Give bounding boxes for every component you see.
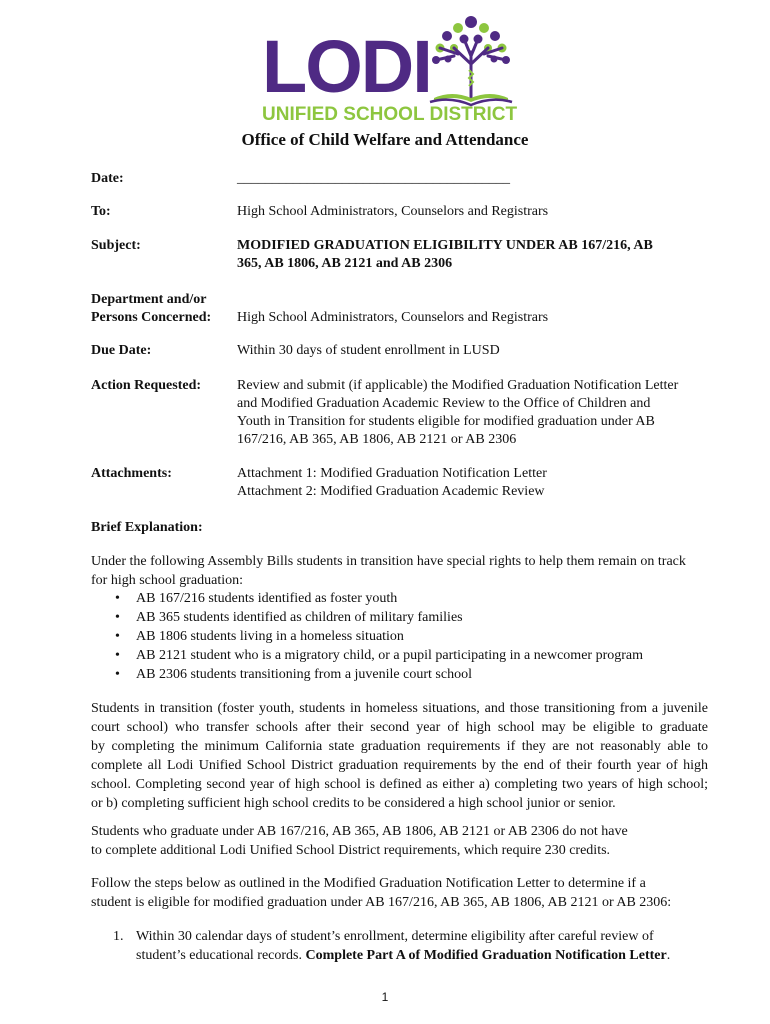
list-item-text: AB 1806 students living in a homeless situation — [136, 629, 404, 644]
step-plain-text: student’s educational records. — [136, 948, 306, 963]
assembly-bill-list — [115, 589, 695, 684]
list-item-text: AB 365 students identified as children of military families — [136, 610, 463, 625]
bullet-icon: • — [115, 667, 120, 682]
bullet-icon: • — [115, 629, 120, 644]
attachment-item: Attachment 2: Modified Graduation Academic Review — [237, 484, 545, 499]
subject-line: MODIFIED GRADUATION ELIGIBILITY UNDER AB 167/216, AB — [237, 238, 653, 253]
step-end-text: . — [666, 948, 671, 963]
action-line: Youth in Transition for students eligible for modified graduation under AB — [237, 414, 655, 429]
department-label-line: Persons Concerned: — [91, 310, 212, 325]
document-title: Office of Child Welfare and Attendance — [241, 130, 529, 149]
department-label — [91, 291, 211, 327]
action-line: 167/216, AB 365, AB 1806, AB 2121 or AB 2306 — [237, 432, 517, 447]
list-item-text: AB 167/216 students identified as foster youth — [136, 591, 398, 606]
paragraph-line: court school) who transfer schools after their second year of high school may be eligible to graduate — [91, 720, 708, 735]
attachment-item: Attachment 1: Modified Graduation Notification Letter — [237, 466, 547, 481]
attachments-label: Attachments: — [91, 466, 172, 481]
subject-value — [237, 237, 687, 273]
list-item — [115, 589, 695, 608]
paragraph-line: Students in transition (foster youth, students in homeless situations, and those transitioning from a juvenile — [91, 701, 708, 716]
department-value: High School Administrators, Counselors and Registrars — [237, 310, 549, 325]
due-date-value: Within 30 days of student enrollment in LUSD — [237, 343, 500, 358]
page-number: 1 — [381, 990, 389, 1004]
logo-wordmark: LODI — [262, 25, 431, 108]
action-requested-value — [237, 377, 687, 449]
step-text — [136, 927, 713, 965]
step-number: 1. — [113, 929, 124, 944]
intro-paragraph — [91, 552, 708, 590]
paragraph-line: or b) completing sufficient high school credits to be considered a high school junior or senior. — [91, 796, 616, 811]
tree-book-icon — [428, 12, 514, 108]
brief-explanation-heading: Brief Explanation: — [91, 520, 203, 535]
action-line: and Modified Graduation Academic Review to the Office of Children and — [237, 396, 651, 411]
action-line: Review and submit (if applicable) the Modified Graduation Notification Letter — [237, 378, 679, 393]
paragraph-line: for high school graduation: — [91, 573, 244, 588]
list-item-text: AB 2121 student who is a migratory child, or a pupil participating in a newcomer program — [136, 648, 643, 663]
subject-line: 365, AB 1806, AB 2121 and AB 2306 — [237, 256, 453, 271]
subject-label: Subject: — [91, 238, 141, 253]
step-line: Within 30 calendar days of student’s enrollment, determine eligibility after careful review of — [136, 929, 654, 944]
department-label-line: Department and/or — [91, 292, 207, 307]
step-line — [136, 946, 713, 965]
action-requested-label: Action Requested: — [91, 378, 202, 393]
attachments-list — [237, 465, 687, 501]
list-item-text: AB 2306 students transitioning from a juvenile court school — [136, 667, 472, 682]
list-item — [115, 608, 695, 627]
bullet-icon: • — [115, 610, 120, 625]
step-1 — [113, 927, 713, 965]
logo-subtitle: UNIFIED SCHOOL DISTRICT — [262, 104, 518, 125]
list-item — [115, 627, 695, 646]
requirements-paragraph — [91, 822, 708, 860]
bullet-icon: • — [115, 591, 120, 606]
eligibility-paragraph — [91, 699, 708, 813]
date-blank-line: _______________________________________ — [237, 171, 510, 186]
paragraph-line: Students who graduate under AB 167/216, AB 365, AB 1806, AB 2121 or AB 2306 do not have — [91, 824, 628, 839]
step-bold-text: Complete Part A of Modified Graduation Notification Letter — [305, 948, 667, 963]
steps-intro-paragraph — [91, 874, 708, 912]
list-item — [115, 665, 695, 684]
paragraph-line: complete all Lodi Unified School District graduation requirements by the end of their fourth year of high — [91, 758, 708, 773]
bullet-icon: • — [115, 648, 120, 663]
list-item — [115, 646, 695, 665]
to-value: High School Administrators, Counselors and Registrars — [237, 204, 549, 219]
district-logo — [262, 12, 524, 124]
to-label: To: — [91, 204, 111, 219]
paragraph-line: Under the following Assembly Bills students in transition have special rights to help them remain on track — [91, 554, 686, 569]
paragraph-line: by completing the minimum California state graduation requirements if they are not reasonably able to — [91, 739, 708, 754]
paragraph-line: Follow the steps below as outlined in the Modified Graduation Notification Letter to determine if a — [91, 876, 646, 891]
paragraph-line: to complete additional Lodi Unified School District requirements, which require 230 credits. — [91, 843, 611, 858]
due-date-label: Due Date: — [91, 343, 152, 358]
paragraph-line: school. Completing second year of high school is defined as either a) completing two years of high school; — [91, 777, 708, 792]
date-label: Date: — [91, 171, 124, 186]
paragraph-line: student is eligible for modified graduation under AB 167/216, AB 365, AB 1806, AB 2121 or AB 2306: — [91, 895, 672, 910]
